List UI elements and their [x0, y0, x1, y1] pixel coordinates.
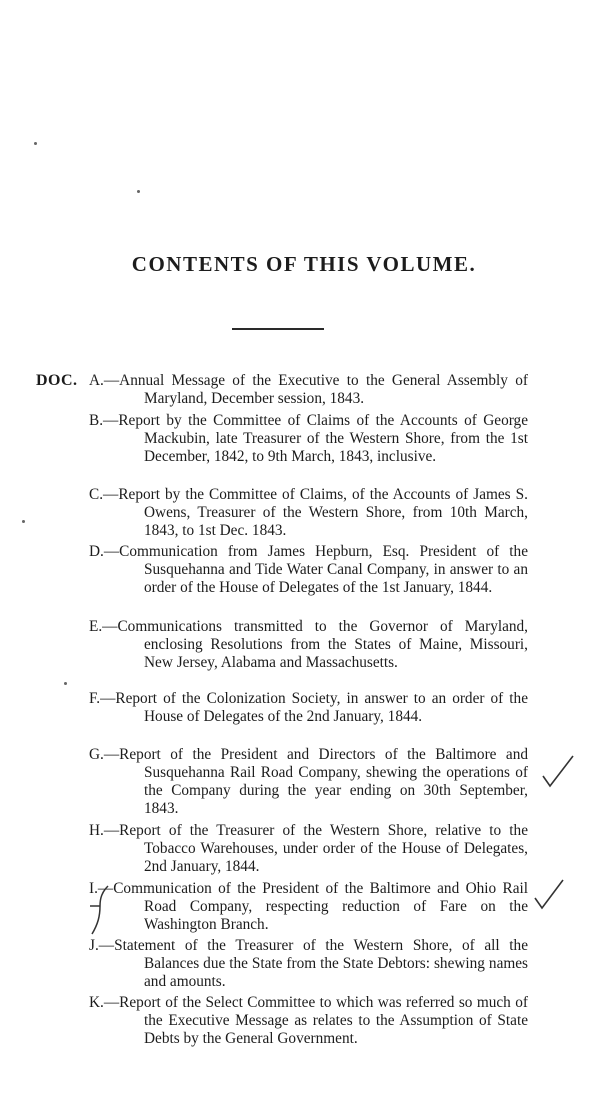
entry-text: Communication from James Hepburn, Esq. President of the Susquehanna and Tide Water Canal Company, in answer to an order of the House of Delegates of the 1st January, 1844. — [119, 543, 528, 596]
entry-text: Annual Message of the Executive to the General Assembly of Maryland, December session, 1843. — [119, 372, 528, 407]
entry-text: Communication of the President of the Baltimore and Ohio Rail Road Company, respecting reduction of Fare on the Washington Branch. — [113, 880, 528, 933]
entry-letter: H. — [89, 822, 104, 839]
checkmark-icon — [532, 876, 566, 916]
contents-entry: G.—Report of the President and Directors of the Baltimore and Susquehanna Rail Road Company, shewing the operations of the Company during the year ending on 30th September, 1843. — [89, 746, 528, 817]
entry-letter: J. — [89, 937, 99, 954]
entry-text: Report by the Committee of Claims of the Accounts of George Mackubin, late Treasurer of the Western Shore, from the 1st December, 1842, to 9th March, 1843, inclusive. — [118, 412, 528, 465]
entry-letter: A. — [89, 372, 104, 389]
entry-text: Communications transmitted to the Governor of Maryland, enclosing Resolutions from the States of Maine, Missouri, New Jersey, Alabama and Massachusetts. — [117, 618, 528, 671]
entry-letter: K. — [89, 994, 104, 1011]
contents-entry: J.—Statement of the Treasurer of the Western Shore, of all the Balances due the State from the State Debtors: shewing names and amounts. — [89, 937, 528, 990]
contents-entry: K.—Report of the Select Committee to which was referred so much of the Executive Message as relates to the Assumption of State Debts by the General Government. — [89, 994, 528, 1047]
title-rule — [232, 328, 324, 330]
contents-entry: F.—Report of the Colonization Society, in answer to an order of the House of Delegates of the 2nd January, 1844. — [89, 690, 528, 725]
entry-text: Report by the Committee of Claims, of the Accounts of James S. Owens, Treasurer of the Western Shore, from 10th March, 1843, to 1st Dec. 1843. — [118, 486, 528, 539]
entry-text: Report of the Select Committee to which was referred so much of the Executive Message as relates to the Assumption of State Debts by the General Government. — [119, 994, 528, 1047]
checkmark-icon — [540, 752, 576, 792]
page-title: CONTENTS OF THIS VOLUME. — [131, 252, 477, 276]
entry-letter: E. — [89, 618, 103, 635]
contents-entry: H.—Report of the Treasurer of the Western Shore, relative to the Tobacco Warehouses, under order of the House of Delegates, 2nd January, 1844. — [89, 822, 528, 875]
contents-entry: E.—Communications transmitted to the Governor of Maryland, enclosing Resolutions from the States of Maine, Missouri, New Jersey, Alabama and Massachusetts. — [89, 618, 528, 671]
scan-speck — [34, 142, 37, 145]
contents-entry: B.—Report by the Committee of Claims of the Accounts of George Mackubin, late Treasurer of the Western Shore, from the 1st December, 1842, to 9th March, 1843, inclusive. — [89, 412, 528, 465]
doc-label: DOC. — [36, 372, 78, 389]
entry-letter: B. — [89, 412, 104, 429]
entry-letter: C. — [89, 486, 104, 503]
entry-text: Report of the Treasurer of the Western Shore, relative to the Tobacco Warehouses, under order of the House of Delegates, 2nd January, 1844. — [119, 822, 528, 875]
contents-entry: I.—Communication of the President of the Baltimore and Ohio Rail Road Company, respecting reduction of Fare on the Washington Branch. — [89, 880, 528, 933]
scan-speck — [137, 190, 140, 193]
scan-speck — [64, 682, 67, 685]
scan-speck — [22, 520, 25, 523]
contents-entry: D.—Communication from James Hepburn, Esq. President of the Susquehanna and Tide Water Canal Company, in answer to an order of the House of Delegates of the 1st January, 1844. — [89, 543, 528, 596]
contents-entry: A.—Annual Message of the Executive to the General Assembly of Maryland, December session, 1843. — [89, 372, 528, 407]
entry-letter: G. — [89, 746, 104, 763]
bracket-mark-icon — [86, 884, 116, 938]
entry-letter: D. — [89, 543, 104, 560]
entry-letter: F. — [89, 690, 101, 707]
entry-text: Report of the Colonization Society, in answer to an order of the House of Delegates of the 2nd January, 1844. — [115, 690, 528, 725]
entry-text: Statement of the Treasurer of the Western Shore, of all the Balances due the State from the State Debtors: shewing names and amounts. — [114, 937, 528, 990]
entry-text: Report of the President and Directors of the Baltimore and Susquehanna Rail Road Company, shewing the operations of the Company during the year ending on 30th September, 1843. — [119, 746, 528, 817]
contents-entry: C.—Report by the Committee of Claims, of the Accounts of James S. Owens, Treasurer of the Western Shore, from 10th March, 1843, to 1st Dec. 1843. — [89, 486, 528, 539]
entry-letter: I. — [89, 880, 98, 897]
